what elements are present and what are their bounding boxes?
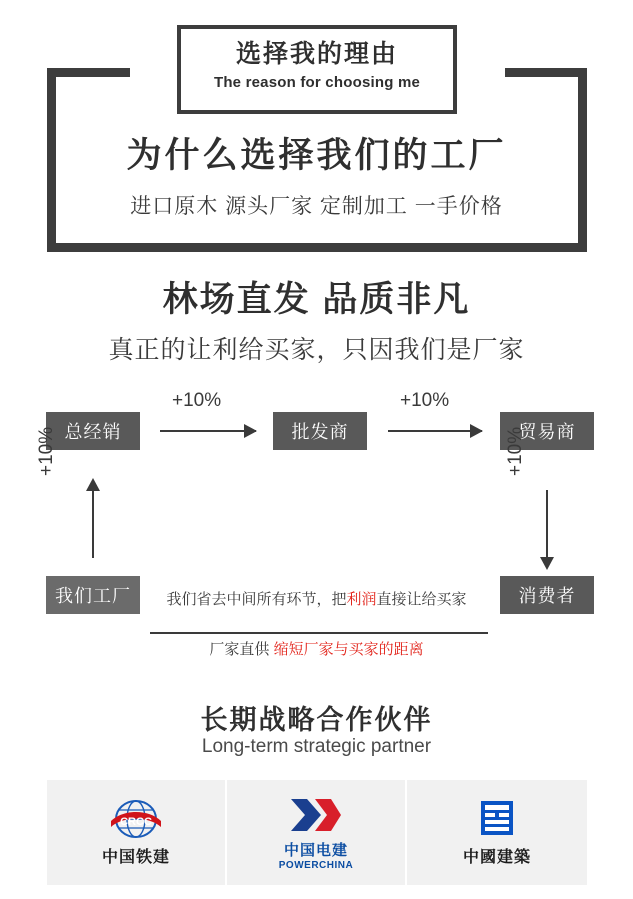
- reason-badge-title-cn: 选择我的理由: [235, 40, 398, 68]
- reason-badge: [177, 25, 457, 114]
- page-subheadline: 进口原木 源头厂家 定制加工 一手价格: [130, 195, 503, 218]
- partner-logo-crcc: [47, 780, 227, 885]
- flow-node-trader: 贸易商: [500, 412, 594, 450]
- markup-label-top-left: +10%: [172, 390, 222, 411]
- partner-logo-powerchina-name: 中国电建: [283, 842, 348, 859]
- partner-logo-powerchina-name-en: POWERCHINA: [278, 860, 354, 871]
- middle-note-top-prefix: 我们省去中间所有环节，把: [166, 591, 347, 608]
- svg-text:CRCC: CRCC: [120, 816, 152, 828]
- page-headline: 为什么选择我们的工厂: [126, 136, 507, 175]
- partner-logo-cscec: [407, 780, 587, 885]
- slogan-main: 林场直发 品质非凡: [162, 280, 471, 319]
- middle-note-bottom-prefix: 厂家直供: [209, 641, 274, 658]
- arrow-right-icon: [160, 430, 256, 432]
- flow-node-wholesaler: 批发商: [273, 412, 367, 450]
- reason-badge-title-en: The reason for choosing me: [213, 73, 421, 91]
- arrow-down-icon: [546, 490, 548, 558]
- partner-logo-powerchina: [227, 780, 407, 885]
- partners-subtitle: Long-term strategic partner: [201, 736, 432, 757]
- partner-logo-crcc-name: 中国铁建: [101, 849, 170, 866]
- markup-label-left: +10%: [36, 426, 57, 476]
- square-seal-icon: [475, 798, 519, 840]
- middle-note-bottom: [0, 638, 633, 659]
- slogan-sub: 真正的让利给买家，只因我们是厂家: [108, 336, 525, 364]
- divider-line: [150, 632, 488, 634]
- middle-note-top: [0, 588, 633, 609]
- middle-note-top-suffix: 直接让给买家: [376, 591, 467, 608]
- arrow-right-icon: [388, 430, 482, 432]
- distribution-flow-diagram: [0, 390, 633, 670]
- markup-label-top-right: +10%: [400, 390, 450, 411]
- globe-icon: [105, 798, 167, 840]
- partners-title: 长期战略合作伙伴: [200, 705, 433, 735]
- arrow-up-icon: [92, 490, 94, 558]
- middle-note-top-highlight: 利润: [346, 591, 377, 608]
- flow-node-consumer: 消费者: [500, 576, 594, 614]
- flow-node-distributor: 总经销: [46, 412, 140, 450]
- markup-label-right: +10%: [505, 426, 526, 476]
- partner-logo-cscec-name: 中國建築: [462, 849, 531, 866]
- chevron-mark-icon: [287, 794, 345, 836]
- flow-node-our-factory: 我们工厂: [46, 576, 140, 614]
- partner-logo-row: [47, 780, 587, 885]
- middle-note-bottom-highlight: 缩短厂家与买家的距离: [273, 641, 424, 658]
